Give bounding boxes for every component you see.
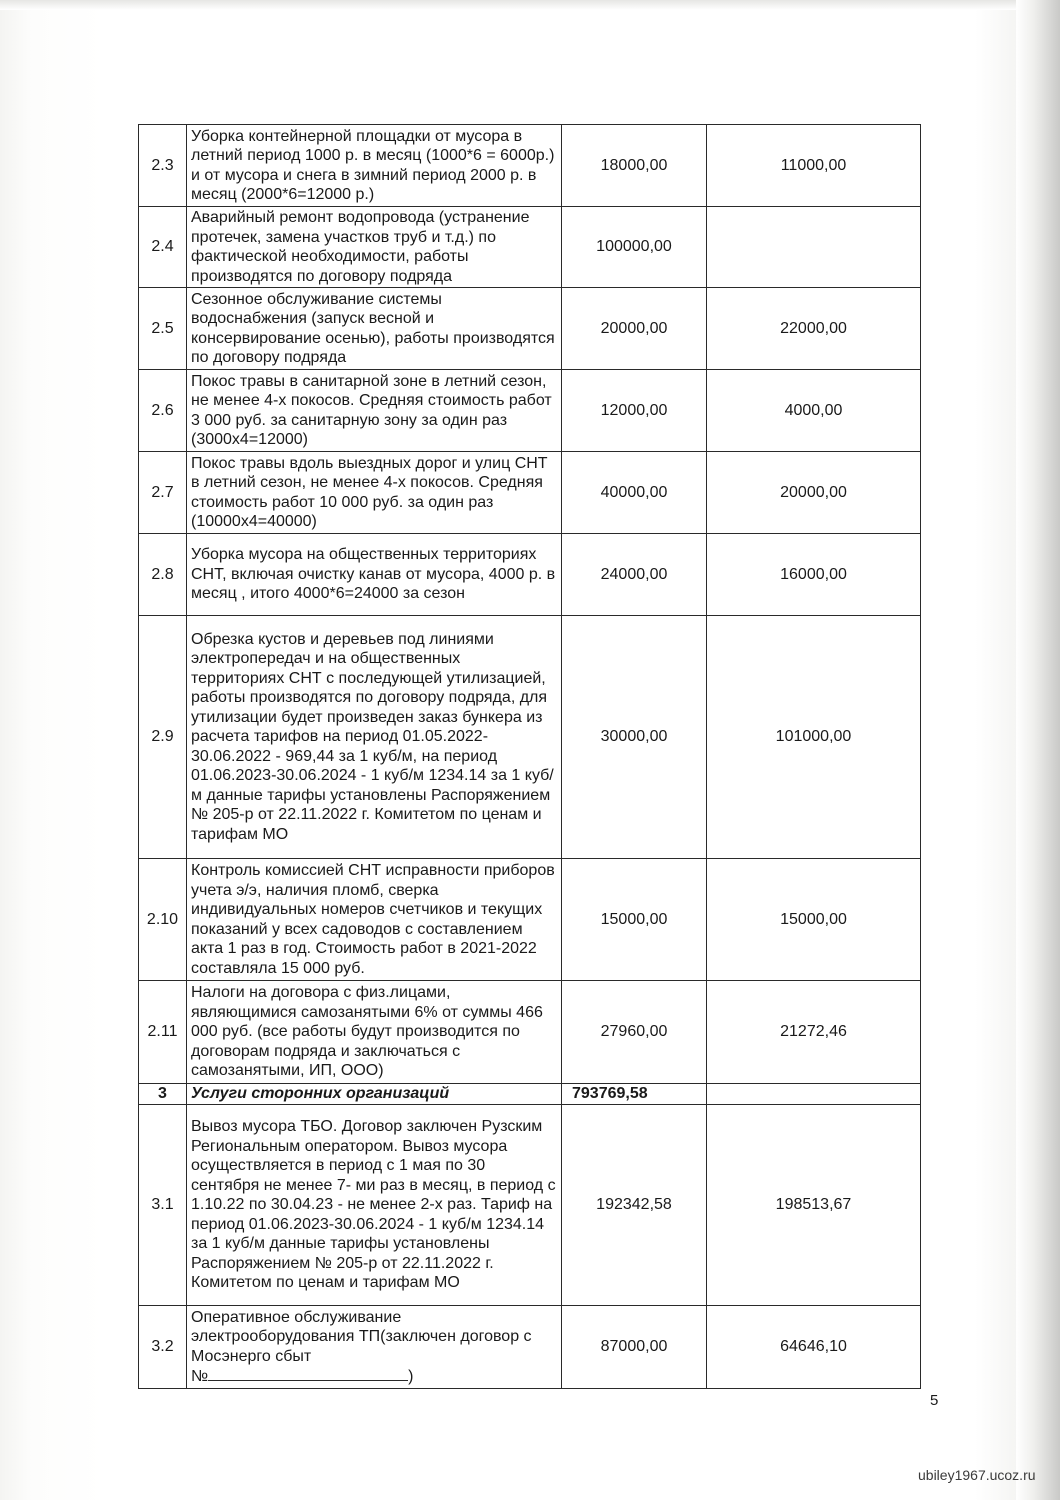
contract-number-prefix: № (191, 1368, 209, 1385)
row-plan-amount: 20000,00 (562, 288, 707, 370)
row-number: 2.5 (139, 288, 187, 370)
section-number: 3 (139, 1084, 187, 1105)
contract-number-suffix: ) (408, 1368, 414, 1385)
row-description: Вывоз мусора ТБО. Договор заключен Рузским Региональным оператором. Вывоз мусора осуществляется в период с 1 мая по 30 сентября не менее 7- ми раз в месяц, в период с 1.10.22 по 30.04.23 - не менее 2-х раз. Тариф на период 01.06.2023-30.06.2024 - 1 куб/м 1234.14 за 1 куб/м данные тарифы установлены Распоряжением № 205-р от 22.11.2022 г. Комитетом по ценам и тарифам МО (187, 1105, 562, 1306)
row-number: 2.9 (139, 616, 187, 859)
table-row (139, 981, 921, 1084)
row-description: Покос травы вдоль выездных дорог и улиц СНТ в летний сезон, не менее 4-х покосов. Средняя стоимость работ 10 000 руб. за один раз (10000х4=40000) (187, 452, 562, 534)
row-plan-amount: 18000,00 (562, 125, 707, 207)
row-actual-amount (707, 207, 921, 288)
section-total: 793769,58 (562, 1084, 707, 1105)
row-number: 2.3 (139, 125, 187, 207)
row-number: 3.1 (139, 1105, 187, 1306)
row-actual-amount: 21272,46 (707, 981, 921, 1084)
row-description: Покос травы в санитарной зоне в летний сезон, не менее 4-х покосов. Средняя стоимость работ 3 000 руб. за санитарную зону за один раз (3000х4=12000) (187, 370, 562, 452)
row-plan-amount: 192342,58 (562, 1105, 707, 1306)
row-plan-amount: 15000,00 (562, 859, 707, 981)
table-row (139, 534, 921, 616)
row-number: 3.2 (139, 1306, 187, 1389)
row-description: Контроль комиссией СНТ исправности приборов учета э/э, наличия пломб, сверка индивидуальных номеров счетчиков и текущих показаний у всех садоводов с составлением акта 1 раз в год. Стоимость работ в 2021-2022 составляла 15 000 руб. (187, 859, 562, 981)
row-plan-amount: 100000,00 (562, 207, 707, 288)
row-number: 2.8 (139, 534, 187, 616)
row-number: 2.10 (139, 859, 187, 981)
table-row (139, 207, 921, 288)
row-actual-amount: 22000,00 (707, 288, 921, 370)
section-actual-amount (707, 1084, 921, 1105)
row-description-text: Оперативное обслуживание электрооборудования ТП(заключен договор с Мосэнерго сбыт (191, 1308, 532, 1365)
row-description: Уборка мусора на общественных территориях СНТ, включая очистку канав от мусора, 4000 р. в месяц , итого 4000*6=24000 за сезон (187, 534, 562, 616)
row-plan-amount: 87000,00 (562, 1306, 707, 1389)
table-row (139, 859, 921, 981)
table-row (139, 616, 921, 859)
row-description: Сезонное обслуживание системы водоснабжения (запуск весной и консервирование осенью), работы производятся по договору подряда (187, 288, 562, 370)
row-actual-amount: 11000,00 (707, 125, 921, 207)
row-number: 2.4 (139, 207, 187, 288)
scan-right-edge (1016, 0, 1060, 1500)
row-actual-amount: 64646,10 (707, 1306, 921, 1389)
row-plan-amount: 27960,00 (562, 981, 707, 1084)
table-row (139, 125, 921, 207)
row-actual-amount: 16000,00 (707, 534, 921, 616)
row-description: Аварийный ремонт водопровода (устранение протечек, замена участков труб и т.д.) по фактической необходимости, работы производятся по договору подряда (187, 207, 562, 288)
row-plan-amount: 24000,00 (562, 534, 707, 616)
row-description: Налоги на договора с физ.лицами, являющимися самозанятыми 6% от суммы 466 000 руб. (все работы будут производится по договорам подряда и заключаться с самозанятыми, ИП, ООО) (187, 981, 562, 1084)
table-row (139, 1105, 921, 1306)
row-description (187, 1306, 562, 1389)
row-description: Уборка контейнерной площадки от мусора в летний период 1000 р. в месяц (1000*6 = 6000р.) и от мусора и снега в зимний период 2000 р. в месяц (2000*6=12000 р.) (187, 125, 562, 207)
row-number: 2.7 (139, 452, 187, 534)
section-title: Услуги сторонних организаций (187, 1084, 562, 1105)
row-plan-amount: 30000,00 (562, 616, 707, 859)
table-row (139, 370, 921, 452)
contract-number-blank (208, 1366, 408, 1381)
page-number: 5 (930, 1392, 939, 1409)
row-plan-amount: 12000,00 (562, 370, 707, 452)
row-description: Обрезка кустов и деревьев под линиями электропередач и на общественных территориях СНТ с последующей утилизацией, работы производятся по договору подряда, для утилизации будет произведен заказ бункера из расчета тарифов на период 01.05.2022-30.06.2022 - 969,44 за 1 куб/м, на период 01.06.2023-30.06.2024 - 1 куб/м 1234.14 за 1 куб/м данные тарифы установлены Распоряжением № 205-р от 22.11.2022 г. Комитетом по ценам и тарифам МО (187, 616, 562, 859)
table-row (139, 288, 921, 370)
budget-table-body (139, 125, 921, 1389)
row-number: 2.6 (139, 370, 187, 452)
row-number: 2.11 (139, 981, 187, 1084)
row-actual-amount: 20000,00 (707, 452, 921, 534)
row-actual-amount: 198513,67 (707, 1105, 921, 1306)
scan-top-edge (0, 0, 1060, 10)
budget-table (138, 124, 921, 1389)
row-plan-amount: 40000,00 (562, 452, 707, 534)
table-row (139, 452, 921, 534)
row-actual-amount: 101000,00 (707, 616, 921, 859)
section-row (139, 1084, 921, 1105)
row-actual-amount: 4000,00 (707, 370, 921, 452)
site-watermark: ubiley1967.ucoz.ru (918, 1467, 1036, 1483)
row-actual-amount: 15000,00 (707, 859, 921, 981)
table-row (139, 1306, 921, 1389)
